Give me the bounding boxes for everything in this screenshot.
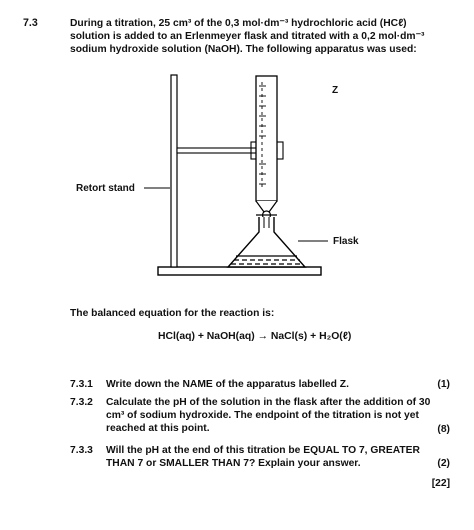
subquestion-text: Calculate the pH of the solution in the flask after the addition of 30 cm³ of sodium hydroxide. The endpoint of the titration is not yet reached at this point.: [106, 397, 431, 435]
label-retort-stand: Retort stand: [76, 183, 135, 194]
equation-intro: The balanced equation for the reaction is:: [70, 308, 275, 319]
subquestion-text: Will the pH at the end of this titration be EQUAL TO 7, GREATER THAN 7 or SMALLER THAN 7? Explain your answer.: [106, 445, 420, 470]
subquestion-number: 7.3.1: [70, 379, 93, 390]
subquestion-marks: (1): [437, 379, 450, 390]
subquestion-text: Write down the NAME of the apparatus labelled Z.: [106, 379, 349, 390]
retort-stand-base: [158, 267, 321, 275]
burette: [256, 76, 277, 201]
subquestion-number: 7.3.2: [70, 397, 93, 408]
subquestion-marks: (8): [437, 424, 450, 435]
label-flask: Flask: [333, 236, 359, 247]
retort-stand-rod: [171, 75, 177, 267]
subquestion-number: 7.3.3: [70, 445, 93, 456]
subquestion-marks: (2): [437, 458, 450, 469]
label-z: Z: [332, 85, 339, 96]
question-number: 7.3: [23, 17, 38, 29]
question-intro: During a titration, 25 cm³ of the 0,3 mol·dm⁻³ hydrochloric acid (HCℓ) solution is added to an Erlenmeyer flask and titrated with a 0,2 mol·dm⁻³ sodium hydroxide solution (NaOH). The following apparatus was used:: [70, 18, 425, 56]
total-marks: [22]: [431, 478, 450, 489]
balanced-equation: HCl(aq) + NaOH(aq) → NaCl(s) + H₂O(ℓ): [158, 331, 352, 342]
titration-apparatus-diagram: [60, 70, 380, 285]
